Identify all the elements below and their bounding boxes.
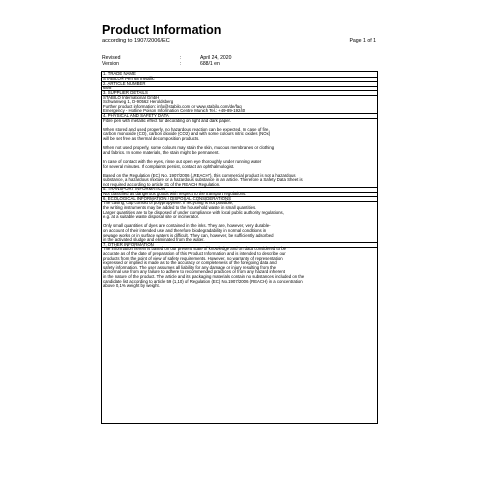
section-heading: 1. TRADE NAME	[103, 71, 136, 77]
section-line: When not used properly, some colours may stain the skin, mucous membranes or clothing	[103, 145, 275, 151]
section-line: substance, a hazardous mixture or a hazardous substance in an article. Therefore a Safety Data Sheet is	[103, 177, 303, 183]
section-line: The casing, cap consist of polypropylene. If recycling is not possible,	[103, 200, 234, 206]
section-line: products from the point of view of safety requirements. However, no warranty of representation	[103, 255, 283, 261]
section-line: e.g. at a suitable waste disposal site or incinerator.	[103, 214, 200, 220]
heading-divider	[102, 86, 377, 87]
meta-colon: :	[180, 55, 182, 61]
section-line: in the nature of the product. The article and its packaging materials contain no substances included on the	[103, 274, 305, 279]
section-heading: 6. ECOLOGICAL INFORMATION / DISPOSAL CONSIDERATIONS	[103, 195, 231, 201]
section-line: expressed or implied is made as to the accuracy or completeness of the foregoing data and	[103, 260, 277, 266]
section-line: 68/8	[103, 85, 112, 91]
section-line: abnormal use from any failure to adhere to recommended practices or from any hazard inherent	[103, 269, 285, 275]
section-line: carbon monoxide (CO), carbon dioxide (CO2) and with some colours nitric oxides (NOx)	[103, 131, 271, 137]
section-line: When stored and used properly, no hazardous reaction can be expected. In case of fire,	[103, 126, 270, 132]
section-heading: 4. PHYSICAL AND SAFETY DATA	[103, 112, 169, 118]
section-line: Larger quantities are to be disposed of under compliance with local public authority regulations,	[103, 209, 284, 215]
meta-colon: :	[180, 61, 182, 67]
section-line: The information herein is based on our present state of knowledge and on data considered to be	[103, 246, 286, 252]
section-line: Only small quantities of dyes are contained in the inks. They are, however, very durable-	[103, 223, 271, 229]
section-heading: 5. TRANSPORT INFORMATION	[103, 186, 165, 192]
meta-label: Version	[102, 61, 119, 67]
section-line: will be set free as thermal decomposition products.	[103, 136, 200, 141]
section-line: for several minutes. If complaints persist, contact an ophthalmologist.	[103, 163, 235, 169]
info-table	[101, 71, 378, 424]
section-line: Further product information: info@stabilo.com or www.stabilo.com/de/faq	[103, 103, 242, 109]
section-line: Emergency - Hotline Poison Information Centre Munich Tel.: +49-89-19240	[103, 108, 246, 114]
section-line: above 0,1% weight by weight.	[103, 283, 160, 289]
section-line: Fibre pen with metallic effect for decorating on light and dark paper.	[103, 117, 231, 123]
section-heading: 3. SUPPLIER DETAILS	[103, 89, 148, 95]
section-line: in the activated sludge and eliminated from the water.	[103, 237, 205, 243]
document-title: Product Information	[102, 23, 222, 37]
section-line: Based on the Regulation (EC) No. 1907/2006 („REACH“), this commercial product is not a hazardous	[103, 172, 296, 178]
section-line: candidate list according to article 59 (1,10) of Regulation (EC) No.1907/2006 (REACH) in a concentration	[103, 278, 303, 284]
page-number: Page 1 of 1	[349, 38, 376, 44]
section-line: and fabrics. In some materials, the stain might be permanent.	[103, 149, 220, 155]
meta-version	[102, 61, 220, 67]
section-heading: 2. ARTICLE NUMBER	[103, 80, 146, 86]
meta-value: 688/1 en	[200, 61, 220, 67]
section-line: Schwanweg 1, D-90562 Heroldsberg	[103, 99, 174, 105]
section-line: sewage works or in surface waters is difficult. They can, however, be sufficiently adsorbed	[103, 232, 274, 238]
section-heading: 7. OTHER INFORMATION	[103, 241, 154, 247]
section-line: the writing instruments may be added to the household waste in small quantities.	[103, 205, 257, 210]
meta-value: April 24, 2020	[200, 55, 232, 61]
section-line: STABILO International GmbH	[103, 94, 160, 100]
meta-label: Revised	[102, 55, 121, 61]
section-line: accurate as of the date of preparation of this Product Information and is intended to describe our	[103, 251, 286, 256]
section-line: Not classified as dangerous goods with respect to the transport regulations.	[103, 191, 247, 197]
section-line: In case of contact with the eyes, rinse out open eye thoroughly under running water	[103, 159, 262, 164]
document-subtitle: according to 1907/2006/EC	[102, 38, 170, 44]
section-line: STABILO® Pen 68 metallic	[103, 76, 155, 82]
section-line: safety information. The user assumes all liability for any damage or injury resulting from the	[103, 264, 277, 270]
section-line: not required according to article 31 of the REACH Regulation.	[103, 182, 221, 187]
section-line: on account of their intended use and therefore biodegradability in normal conditions in	[103, 228, 267, 233]
